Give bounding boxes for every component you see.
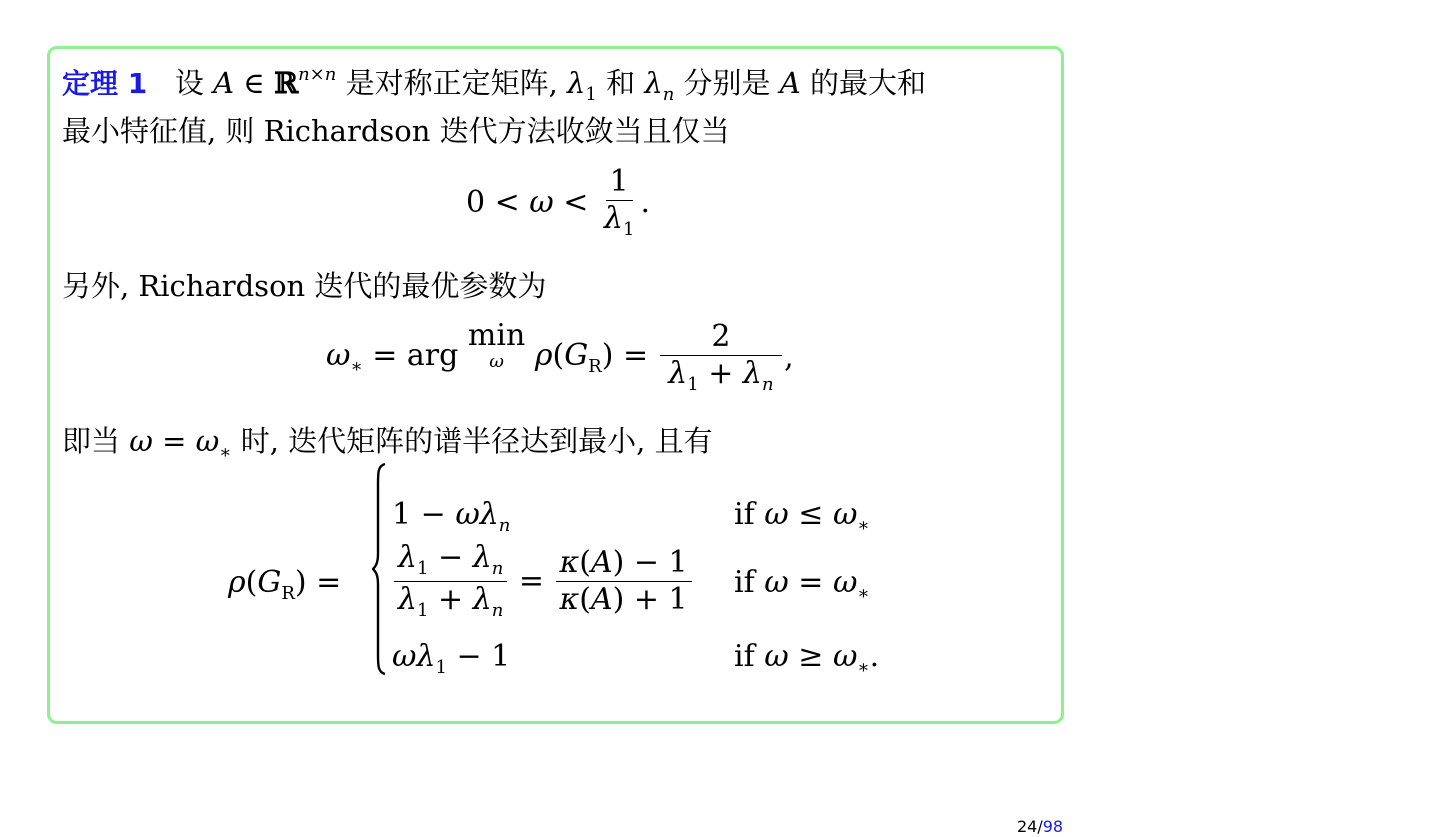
case-row-3-condition: if $\omega \ge \omega_∗$.: [734, 639, 880, 678]
case-row-3: $\omega\lambda_1 - 1$: [392, 639, 511, 678]
theorem-line-2: 最小特征值, 则 Richardson 迭代方法收敛当且仅当: [62, 114, 730, 148]
equation-convergence: 0 < ω < $\frac{1}{\lambda_1}$ .: [466, 164, 650, 240]
equation-optimal-parameter: $\omega_∗$ = arg min ω $\rho(G_R)$ = $\frac{2}{\lambda_1 + \lambda_n}$ ,: [326, 317, 794, 395]
page-separator: /: [1037, 817, 1043, 836]
piecewise-lhs: $\rho(G_R)$ =: [228, 565, 342, 604]
theorem-line-1: 定理 1 设 A ∈ ℝ$^{n\times n}$ 是对称正定矩阵, $\lambda_1$ 和 $\lambda_n$ 分别是 A 的最大和: [62, 64, 926, 105]
case-row-2: $\frac{\lambda_1 - \lambda_n}{\lambda_1 + \lambda_n}$ = $\frac{\kappa(A) - 1}{\kappa(A) + 1}$: [392, 543, 694, 620]
case-row-2-condition: if $\omega = \omega_∗$: [734, 565, 870, 604]
text-respectively: 分别是: [683, 66, 771, 100]
text-symmetric-pd: 是对称正定矩阵,: [345, 66, 558, 100]
case-row-1: $1 - \omega\lambda_n$: [392, 497, 511, 536]
page-number[interactable]: [1017, 817, 1063, 836]
text-she: 设: [174, 66, 204, 100]
total-pages-link[interactable]: 98: [1042, 817, 1064, 836]
left-brace-icon: [372, 462, 386, 676]
text-jidang: 即当: [62, 424, 121, 458]
theorem-line-4: 即当 $\omega = \omega_∗$ 时, 迭代矩阵的谱半径达到最小, 且有: [62, 424, 713, 463]
math-A-in-R: A: [213, 66, 235, 100]
case-row-1-condition: if $\omega \le \omega_∗$: [734, 497, 870, 536]
text-spectral-radius: 时, 迭代矩阵的谱半径达到最小, 且有: [240, 424, 713, 458]
text-he: 和: [606, 66, 636, 100]
text-max-and: 的最大和: [809, 66, 926, 100]
current-page: 24: [1017, 817, 1038, 836]
theorem-line-3: 另外, Richardson 迭代的最优参数为: [62, 269, 547, 303]
theorem-label: 定理 1: [62, 67, 148, 100]
